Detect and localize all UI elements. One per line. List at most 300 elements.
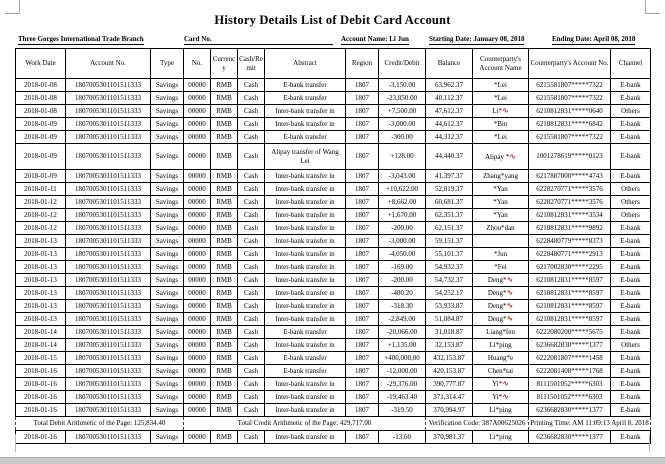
table-row xyxy=(16,378,651,391)
cell: Savings xyxy=(151,326,184,339)
cell: 00000 xyxy=(184,248,211,261)
cell: -300.00 xyxy=(379,131,426,144)
cell: 54,932.37 xyxy=(426,261,473,274)
cell: Zhang*yang xyxy=(473,170,529,183)
cell: 6228480771*****2913 xyxy=(529,248,611,261)
cell: Inter-bank transfer in xyxy=(265,274,346,287)
cell: Inter-bank transfer in xyxy=(265,235,346,248)
cell: Cash xyxy=(238,105,265,118)
cell: E-bank xyxy=(611,365,651,378)
left-margin-guide xyxy=(15,434,16,452)
cell: 390,777.87 xyxy=(426,378,473,391)
column-header: Balance xyxy=(426,49,473,79)
column-header: Currency xyxy=(211,49,238,79)
cell: -13.60 xyxy=(379,431,426,444)
cell: 1807005301101511333 xyxy=(66,183,151,196)
cell: Cash xyxy=(238,222,265,235)
cell: E-bank xyxy=(611,326,651,339)
table-row xyxy=(16,391,651,404)
cell: 1807005301101511333 xyxy=(66,118,151,131)
bottom-window-edge xyxy=(0,457,665,464)
red-scribble-icon: ∿ xyxy=(509,151,516,161)
table-row xyxy=(16,131,651,144)
cell: 2018-01-16 xyxy=(16,404,66,417)
cell: 1807005301101511333 xyxy=(66,144,151,170)
cell: -29,376.00 xyxy=(379,378,426,391)
cell: 1807 xyxy=(346,222,379,235)
cell: 1807005301101511333 xyxy=(66,209,151,222)
cell: 6210812831*****0640 xyxy=(529,105,611,118)
cell: Cash xyxy=(238,183,265,196)
cell: 00000 xyxy=(184,404,211,417)
table-row xyxy=(16,352,651,365)
cell: E-bank xyxy=(611,144,651,170)
cell: Inter-bank transfer in xyxy=(265,287,346,300)
cell: 1807005301101511333 xyxy=(66,404,151,417)
cell: 1807005301101511333 xyxy=(66,339,151,352)
cell: 2018-01-15 xyxy=(16,352,66,365)
cell: 40,112.37 xyxy=(426,92,473,105)
cell: 2018-01-13 xyxy=(16,287,66,300)
cell: 8111501052*****6303 xyxy=(529,391,611,404)
cell: Cash xyxy=(238,209,265,222)
cell: 1807005301101511333 xyxy=(66,105,151,118)
cell: Savings xyxy=(151,131,184,144)
cell: 370,994.97 xyxy=(426,404,473,417)
cell: 1807 xyxy=(346,404,379,417)
cell: Savings xyxy=(151,274,184,287)
cell: Deng*∿ xyxy=(473,313,529,326)
cell: 00000 xyxy=(184,274,211,287)
cell: 2018-01-11 xyxy=(16,183,66,196)
cell: Savings xyxy=(151,105,184,118)
cell: Inter-bank transfer in xyxy=(265,222,346,235)
cell: Savings xyxy=(151,183,184,196)
cell: Inter-bank transfer in xyxy=(265,183,346,196)
cell: RMB xyxy=(211,209,238,222)
column-header: Region xyxy=(346,49,379,79)
cell: 6236682830*****1377 xyxy=(529,431,611,444)
table-row xyxy=(16,248,651,261)
cell: RMB xyxy=(211,339,238,352)
column-header: Cash/Remit xyxy=(238,49,265,79)
table-row xyxy=(16,79,651,92)
cell: 2018-01-13 xyxy=(16,274,66,287)
cell: Cash xyxy=(238,92,265,105)
cell: 1807005301101511333 xyxy=(66,300,151,313)
cell: 2018-01-09 xyxy=(16,170,66,183)
cell: Cash xyxy=(238,339,265,352)
cell: +1,135.00 xyxy=(379,339,426,352)
cell: 6215581807*****7322 xyxy=(529,79,611,92)
totals-cell: Total Credit Arithmetic of the Page: 429,717.00 xyxy=(184,417,426,431)
cell: Inter-bank transfer in xyxy=(265,313,346,326)
cell: RMB xyxy=(211,313,238,326)
cell: 44,440.37 xyxy=(426,144,473,170)
cell: RMB xyxy=(211,378,238,391)
cell: Li*ping xyxy=(473,431,529,444)
cell: Zhou*dan xyxy=(473,222,529,235)
cell: Chen*tai xyxy=(473,365,529,378)
cell: 52,019.37 xyxy=(426,183,473,196)
cell: 00000 xyxy=(184,326,211,339)
cell: 2018-01-16 xyxy=(16,431,66,444)
table-row xyxy=(16,92,651,105)
cell: +10,622.00 xyxy=(379,183,426,196)
cell: 1807005301101511333 xyxy=(66,196,151,209)
cell: -169.00 xyxy=(379,261,426,274)
cell: -319.50 xyxy=(379,404,426,417)
table-row xyxy=(16,222,651,235)
column-header: Credit/Debit xyxy=(379,49,426,79)
cell: -480.20 xyxy=(379,287,426,300)
cell: 62,151.37 xyxy=(426,222,473,235)
cell: E-bank transfer xyxy=(265,352,346,365)
table-row xyxy=(16,118,651,131)
cell: 370,981.37 xyxy=(426,431,473,444)
cell: 00000 xyxy=(184,144,211,170)
cell: 2018-01-08 xyxy=(16,79,66,92)
table-row xyxy=(16,183,651,196)
cell: 6222080200*****5675 xyxy=(529,326,611,339)
cell: 1807 xyxy=(346,105,379,118)
cell: 00000 xyxy=(184,313,211,326)
cell: 00000 xyxy=(184,352,211,365)
cell: RMB xyxy=(211,261,238,274)
cell: Cash xyxy=(238,248,265,261)
cell: 1807 xyxy=(346,118,379,131)
cell: RMB xyxy=(211,404,238,417)
cell: Savings xyxy=(151,196,184,209)
cell: 54,252.17 xyxy=(426,287,473,300)
cell: 1807005301101511333 xyxy=(66,248,151,261)
cell: 6210812831*****8597 xyxy=(529,300,611,313)
cell: 2018-01-13 xyxy=(16,248,66,261)
cell: 2018-01-09 xyxy=(16,118,66,131)
red-scribble-icon: ∿ xyxy=(502,106,509,116)
cell: Savings xyxy=(151,92,184,105)
cell: RMB xyxy=(211,105,238,118)
table-row xyxy=(16,144,651,170)
cell: 6215581807*****7322 xyxy=(529,131,611,144)
cell: Deng*∿ xyxy=(473,287,529,300)
cell: 1807005301101511333 xyxy=(66,92,151,105)
cell: Cash xyxy=(238,287,265,300)
cell: Savings xyxy=(151,365,184,378)
cell: E-bank xyxy=(611,79,651,92)
cell: E-bank xyxy=(611,274,651,287)
cell: 6228270771*****3576 xyxy=(529,196,611,209)
cell: Inter-bank transfer in xyxy=(265,404,346,417)
starting-date: Starting Date: January 08, 2018 xyxy=(429,35,525,43)
cell: 53,933.87 xyxy=(426,300,473,313)
red-scribble-icon: ∿ xyxy=(506,275,514,285)
cell: 2018-01-16 xyxy=(16,365,66,378)
cell: 1807 xyxy=(346,339,379,352)
cell: 00000 xyxy=(184,79,211,92)
table-row xyxy=(16,170,651,183)
cell: Savings xyxy=(151,235,184,248)
cell: Alipay transfer of Wang Lei xyxy=(265,144,346,170)
cell: 41,397.37 xyxy=(426,170,473,183)
cell: -318.30 xyxy=(379,300,426,313)
cell: Savings xyxy=(151,209,184,222)
cell: Deng*∿ xyxy=(473,300,529,313)
cell: Inter-bank transfer in xyxy=(265,339,346,352)
cell: 6210812831*****3534 xyxy=(529,209,611,222)
cell: 6210812831*****8597 xyxy=(529,287,611,300)
cell: 1807 xyxy=(346,131,379,144)
cell: 1807 xyxy=(346,261,379,274)
cell: Others xyxy=(611,196,651,209)
cell: *Jun xyxy=(473,248,529,261)
cell: 00000 xyxy=(184,431,211,444)
cell: 00000 xyxy=(184,365,211,378)
cell: -20,066.00 xyxy=(379,326,426,339)
cell: *Yan xyxy=(473,196,529,209)
cell: E-bank xyxy=(611,131,651,144)
totals-cell: Total Debit Arithmetic of the Page: 125,834.40 xyxy=(16,417,184,431)
cell: Cash xyxy=(238,79,265,92)
cell: *Fei xyxy=(473,261,529,274)
cell: RMB xyxy=(211,365,238,378)
red-scribble-icon: ∿ xyxy=(502,392,509,402)
cell: 1807005301101511333 xyxy=(66,287,151,300)
cell: 6210812831*****8597 xyxy=(529,313,611,326)
cell: Savings xyxy=(151,431,184,444)
table-row xyxy=(16,287,651,300)
cell: Yi*∿ xyxy=(473,378,529,391)
cell: Savings xyxy=(151,248,184,261)
cell: 00000 xyxy=(184,183,211,196)
cell: Cash xyxy=(238,196,265,209)
cell: Inter-bank transfer in xyxy=(265,378,346,391)
cell: 1807 xyxy=(346,144,379,170)
red-scribble-icon: ∿ xyxy=(502,379,509,389)
cell: Cash xyxy=(238,431,265,444)
cell: Cash xyxy=(238,378,265,391)
red-scribble-icon: ∿ xyxy=(506,301,514,311)
cell: 32,153.87 xyxy=(426,339,473,352)
cell xyxy=(473,235,529,248)
cell: 1807005301101511333 xyxy=(66,326,151,339)
cell: 00000 xyxy=(184,261,211,274)
cell: -200.00 xyxy=(379,222,426,235)
table-row xyxy=(16,326,651,339)
cell: Huang*e xyxy=(473,352,529,365)
table-row xyxy=(16,313,651,326)
cell: 1807 xyxy=(346,391,379,404)
column-header: Type xyxy=(151,49,184,79)
cell: -12,000.00 xyxy=(379,365,426,378)
cell: Savings xyxy=(151,261,184,274)
cell: 1807 xyxy=(346,196,379,209)
column-header: Counterparty's Account Name xyxy=(473,49,529,79)
cell: E-bank transfer xyxy=(265,79,346,92)
table-row xyxy=(16,209,651,222)
cell: 1807 xyxy=(346,313,379,326)
cell: RMB xyxy=(211,79,238,92)
cell: Savings xyxy=(151,391,184,404)
cell: E-bank transfer xyxy=(265,365,346,378)
cell: 1807 xyxy=(346,352,379,365)
cell: 6210812831*****9892 xyxy=(529,222,611,235)
cell: +128.00 xyxy=(379,144,426,170)
cell: Savings xyxy=(151,378,184,391)
cell: Cash xyxy=(238,313,265,326)
cell: +7,500.00 xyxy=(379,105,426,118)
table-row xyxy=(16,365,651,378)
branch-name: Three Gorges International Trade Branch xyxy=(18,35,144,43)
cell: 00000 xyxy=(184,287,211,300)
cell: 1807 xyxy=(346,287,379,300)
cell: Savings xyxy=(151,144,184,170)
cell: 2018-01-14 xyxy=(16,339,66,352)
cell: E-bank xyxy=(611,261,651,274)
cell: 6210812831*****8597 xyxy=(529,274,611,287)
cell: RMB xyxy=(211,170,238,183)
totals-cell: Verification Code: 387A00625026 xyxy=(426,417,529,431)
cell: Li*ping xyxy=(473,404,529,417)
cell: E-bank transfer xyxy=(265,92,346,105)
cell: Inter-bank transfer in xyxy=(265,248,346,261)
cell: RMB xyxy=(211,131,238,144)
cell: 1807 xyxy=(346,235,379,248)
cell: 00000 xyxy=(184,300,211,313)
cell: 62,351.37 xyxy=(426,209,473,222)
cell: *Lei xyxy=(473,79,529,92)
cell: RMB xyxy=(211,248,238,261)
cell: 1807005301101511333 xyxy=(66,365,151,378)
cell: Savings xyxy=(151,352,184,365)
cell: -2,849.00 xyxy=(379,313,426,326)
cell: Inter-bank transfer in xyxy=(265,431,346,444)
cell: 2018-01-09 xyxy=(16,144,66,170)
cell: 2018-01-08 xyxy=(16,92,66,105)
cell: 2018-01-13 xyxy=(16,300,66,313)
table-row xyxy=(16,404,651,417)
cell: 63,962.37 xyxy=(426,79,473,92)
cell: 00000 xyxy=(184,131,211,144)
cell: 6236682830*****1377 xyxy=(529,404,611,417)
cell: Cash xyxy=(238,170,265,183)
cell: Inter-bank transfer in xyxy=(265,261,346,274)
cell: 420,153.87 xyxy=(426,365,473,378)
cell: RMB xyxy=(211,118,238,131)
cell: RMB xyxy=(211,274,238,287)
table-row xyxy=(16,274,651,287)
crop-mark-top-left xyxy=(5,0,20,14)
cell: 00000 xyxy=(184,196,211,209)
cell: Others xyxy=(611,105,651,118)
cell: 6217887000*****4743 xyxy=(529,170,611,183)
cell: Inter-bank transfer in xyxy=(265,118,346,131)
cell: 1807005301101511333 xyxy=(66,131,151,144)
cell: 1807 xyxy=(346,300,379,313)
cell: E-bank xyxy=(611,222,651,235)
cell: E-bank xyxy=(611,235,651,248)
cell: E-bank xyxy=(611,431,651,444)
cell: 1807005301101511333 xyxy=(66,79,151,92)
cell: Cash xyxy=(238,235,265,248)
cell: 47,612.37 xyxy=(426,105,473,118)
cell: *Lei xyxy=(473,131,529,144)
cell: 1807005301101511333 xyxy=(66,391,151,404)
cell: 6217002830*****2295 xyxy=(529,261,611,274)
cell: RMB xyxy=(211,92,238,105)
cell: RMB xyxy=(211,431,238,444)
table-row xyxy=(16,261,651,274)
cell: 59,151.37 xyxy=(426,235,473,248)
cell: *Lei xyxy=(473,92,529,105)
cell: -23,850.00 xyxy=(379,92,426,105)
cell: E-bank xyxy=(611,404,651,417)
cell: -19,463.40 xyxy=(379,391,426,404)
cell: -3,043.00 xyxy=(379,170,426,183)
cell: 6210812831*****6842 xyxy=(529,118,611,131)
cell: 2018-01-08 xyxy=(16,105,66,118)
cell: RMB xyxy=(211,326,238,339)
header-row xyxy=(16,49,651,79)
cell: E-bank xyxy=(611,287,651,300)
cell: 6222081807*****1458 xyxy=(529,352,611,365)
cell: 1807 xyxy=(346,170,379,183)
cell: Cash xyxy=(238,131,265,144)
cell: E-bank xyxy=(611,300,651,313)
ending-date: Ending Date: April 08, 2018 xyxy=(552,35,636,43)
crop-mark-top-right xyxy=(645,0,660,14)
cell: 371,314.47 xyxy=(426,391,473,404)
cell: Others xyxy=(611,209,651,222)
cell: 2018-01-16 xyxy=(16,391,66,404)
cell: 00000 xyxy=(184,391,211,404)
cell: -3,150.00 xyxy=(379,79,426,92)
cell: Cash xyxy=(238,326,265,339)
cell: Others xyxy=(611,183,651,196)
cell: 1807 xyxy=(346,365,379,378)
totals-cell: Printing Time: AM 11:09:13 April 8, 2018 xyxy=(529,417,651,431)
cell: 00000 xyxy=(184,118,211,131)
cell: 1001278619*****0123 xyxy=(529,144,611,170)
cell: Inter-bank transfer in xyxy=(265,209,346,222)
cell: Savings xyxy=(151,79,184,92)
cell: Deng*∿ xyxy=(473,274,529,287)
cell: Savings xyxy=(151,404,184,417)
cell: E-bank transfer xyxy=(265,326,346,339)
cell: 00000 xyxy=(184,378,211,391)
cell: 6215581807*****7322 xyxy=(529,92,611,105)
cell: 2018-01-13 xyxy=(16,313,66,326)
column-header: Work Date xyxy=(16,49,66,79)
cell: E-bank xyxy=(611,313,651,326)
cell: -3,000.00 xyxy=(379,235,426,248)
cell: 2018-01-16 xyxy=(16,378,66,391)
cell: 00000 xyxy=(184,209,211,222)
table-row xyxy=(16,196,651,209)
cell: *Bin xyxy=(473,118,529,131)
cell: 8111501052*****6303 xyxy=(529,378,611,391)
cell: 44,612.37 xyxy=(426,118,473,131)
cell: RMB xyxy=(211,222,238,235)
cell: 6222081408*****1768 xyxy=(529,365,611,378)
cell: E-bank xyxy=(611,248,651,261)
account-info-line xyxy=(0,35,665,47)
cell: 00000 xyxy=(184,170,211,183)
cell: E-bank xyxy=(611,118,651,131)
cell: E-bank xyxy=(611,170,651,183)
cell: RMB xyxy=(211,183,238,196)
cell: -200.00 xyxy=(379,274,426,287)
